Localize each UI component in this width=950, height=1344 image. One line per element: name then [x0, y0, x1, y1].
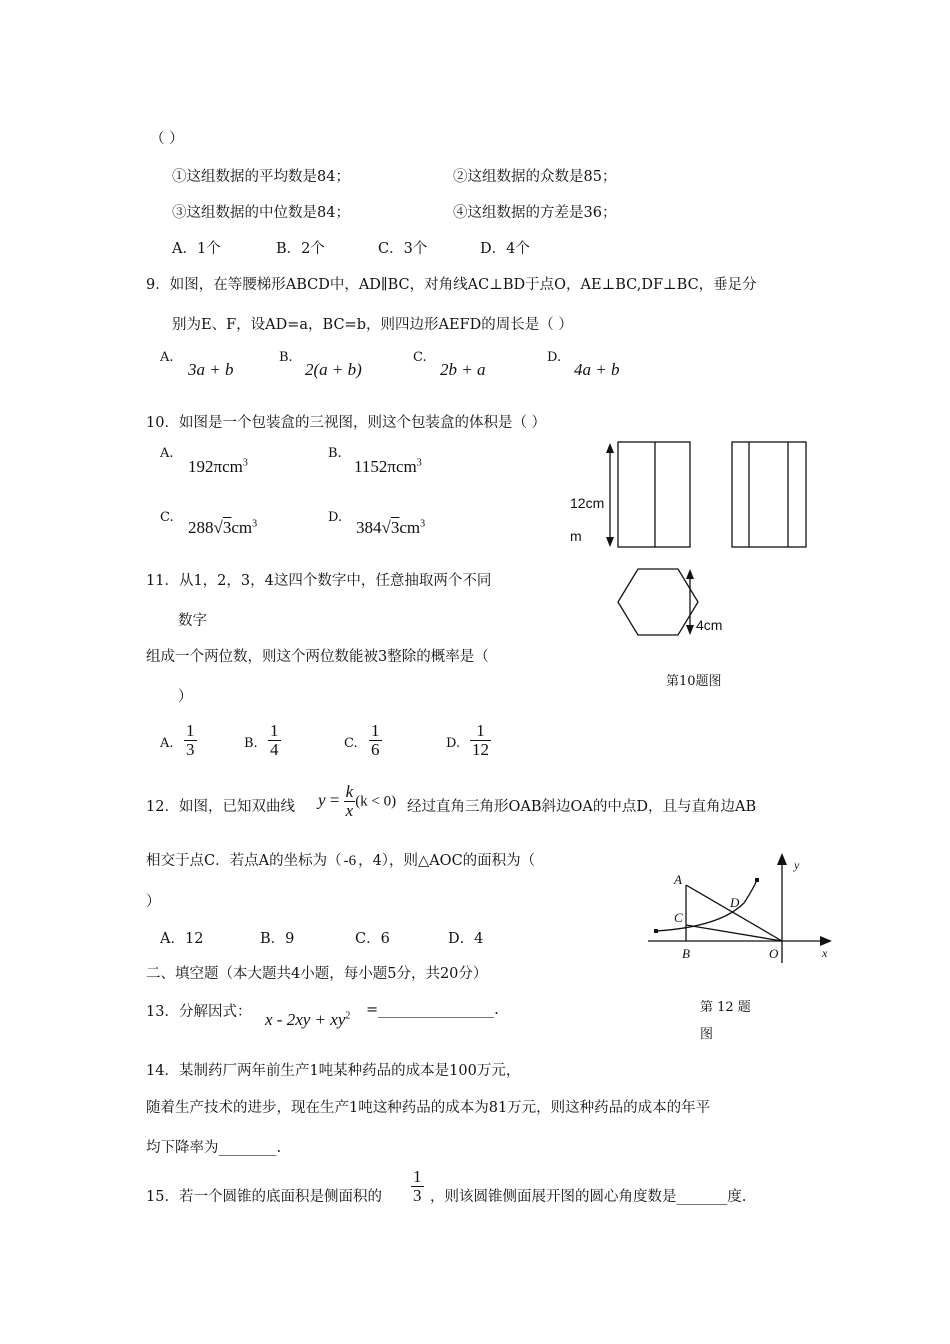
q12-stem-prefix: 12．如图，已知双曲线 — [146, 799, 295, 815]
q10-side-view-rect — [732, 442, 806, 547]
q12-option-b: B．9 — [260, 931, 295, 947]
q10-height-arrow-head-top — [606, 443, 614, 453]
q12-x-axis-arrow — [820, 936, 832, 946]
q9-option-a-expr: 3a + b — [188, 360, 234, 379]
q8-statement-2: ②这组数据的众数是85； — [453, 169, 617, 185]
q11-stem-line-3: 组成一个两位数，则这个两位数能被3整除的概率是（ — [146, 649, 489, 665]
q8-statement-4: ④这组数据的方差是36； — [453, 205, 617, 221]
q9-option-b-label: B. — [279, 350, 293, 365]
q11-option-d-frac: $\frac{1}{12}$ — [472, 721, 489, 759]
q8-option-d: D．4个 — [480, 241, 530, 257]
q11-stem-line-2: 数字 — [178, 613, 207, 629]
q10-fig-caption: 第10题图 — [666, 674, 722, 689]
q11-option-c-label: C. — [344, 736, 358, 751]
q10-option-b-label: B. — [328, 446, 342, 461]
q14-line-1: 14．某制药厂两年前生产1吨某种药品的成本是100万元， — [146, 1063, 521, 1079]
q12-point-c: C — [674, 910, 683, 925]
q12-stem-line-2: 相交于点C．若点A的坐标为（ -6 ，4），则△AOC的面积为（ — [146, 853, 536, 869]
q10-option-a-expr: 192πcm$^3$ — [188, 457, 248, 476]
q10-option-c-expr: $288√3cm^3$ — [188, 518, 258, 537]
q9-stem-line-2: 别为E、F，设AD=a，BC=b，则四边形AEFD的周长是（ ） — [172, 317, 573, 333]
q12-axis-y-label: y — [794, 858, 800, 872]
q11-option-a-frac: $\frac{1}{3}$ — [186, 721, 195, 759]
q12-hyperbola-end-right — [755, 878, 759, 882]
q12-fig-caption-line-1: 第 12 题 — [700, 1000, 751, 1015]
q11-stem-line-4: ） — [178, 689, 193, 705]
q10-fig-height-label-m: m — [570, 528, 582, 544]
q9-stem-line-1: 9．如图，在等腰梯形ABCD中，AD∥BC，对角线AC⊥BD于点O，AE⊥BC,DF⊥BC，垂足分 — [146, 277, 757, 293]
q14-line-2: 随着生产技术的进步，现在生产1吨这种药品的成本为81万元，则这种药品的成本的年平 — [146, 1100, 711, 1116]
q8-statement-1: ①这组数据的平均数是84； — [172, 169, 350, 185]
q15-prefix: 15．若一个圆锥的底面积是侧面积的 — [146, 1189, 382, 1205]
q8-option-a: A．1个 — [172, 241, 221, 257]
q8-option-b: B．2个 — [276, 241, 325, 257]
q10-fig-height-label: 12cm — [570, 495, 605, 511]
q10-top-view-hexagon — [618, 569, 698, 635]
q11-option-b-label: B. — [244, 736, 258, 751]
q8-option-c: C．3个 — [378, 241, 428, 257]
q14-line-3: 均下降率为________. — [146, 1140, 282, 1156]
q15-suffix: ，则该圆锥侧面展开图的圆心角度数是_______度. — [430, 1189, 747, 1205]
q8-bracket: （ ） — [150, 131, 184, 147]
q10-hex-arrow-head-bottom — [686, 625, 694, 635]
q10-option-b-expr: 1152πcm$^3$ — [354, 457, 422, 476]
section-2-heading: 二、填空题（本大题共4小题，每小题5分，共20分） — [146, 966, 488, 982]
q10-stem: 10．如图是一个包装盒的三视图，则这个包装盒的体积是（ ） — [146, 415, 547, 431]
q10-three-view-figure — [560, 435, 820, 695]
q9-option-c-expr: 2b + a — [440, 360, 486, 379]
q12-option-d: D．4 — [448, 931, 484, 947]
q11-option-a-label: A. — [160, 736, 174, 751]
q12-point-b: B — [682, 946, 690, 961]
q12-stem-suffix: 经过直角三角形OAB斜边OA的中点D，且与直角边AB — [407, 799, 757, 815]
q9-option-d-label: D. — [547, 350, 562, 365]
q10-option-a-label: A. — [160, 446, 174, 461]
q12-axis-x-label: x — [822, 946, 828, 960]
q12-point-o: O — [769, 946, 779, 961]
q9-option-a-label: A. — [160, 350, 174, 365]
q12-point-a: A — [674, 872, 682, 887]
q13-answer-blank: =________________. — [366, 1002, 499, 1018]
q12-hyperbola-end-left — [654, 929, 658, 933]
q12-option-c: C．6 — [355, 931, 390, 947]
q10-option-d-expr: $384√3cm^3$ — [356, 518, 426, 537]
q10-front-view-rect — [618, 442, 690, 547]
q9-option-d-expr: 4a + b — [574, 360, 620, 379]
q11-stem-line-1: 11．从1，2，3，4这四个数字中，任意抽取两个不同 — [146, 573, 492, 589]
q12-y-axis-arrow — [777, 853, 787, 865]
q12-fig-caption-line-2: 图 — [700, 1027, 714, 1042]
q10-fig-hex-label: 4cm — [696, 617, 723, 633]
q10-height-arrow-head-bottom — [606, 537, 614, 547]
q12-figure — [640, 845, 840, 970]
q15-fraction: $\frac{1}{3}$ — [413, 1167, 422, 1205]
q12-hyperbola — [656, 880, 757, 931]
q13-prefix: 13．分解因式： — [146, 1004, 252, 1020]
q13-expression: $x - 2xy + xy^2$ — [265, 1010, 351, 1029]
q9-option-b-expr: 2(a + b) — [305, 360, 362, 379]
q12-option-a: A．12 — [160, 931, 204, 947]
q10-option-d-label: D. — [328, 510, 343, 525]
q12-stem-line-3: ） — [146, 894, 161, 910]
q12-point-d: D — [730, 895, 740, 910]
q10-hex-arrow-head-top — [686, 569, 694, 579]
q8-statement-3: ③这组数据的中位数是84； — [172, 205, 350, 221]
q11-option-d-label: D. — [446, 736, 461, 751]
q12-equation: y = $\frac{k}{x}$ (k < 0) — [318, 782, 397, 820]
q11-option-b-frac: $\frac{1}{4}$ — [270, 721, 279, 759]
q9-option-c-label: C. — [413, 350, 427, 365]
q10-option-c-label: C. — [160, 510, 174, 525]
q11-option-c-frac: $\frac{1}{6}$ — [371, 721, 380, 759]
